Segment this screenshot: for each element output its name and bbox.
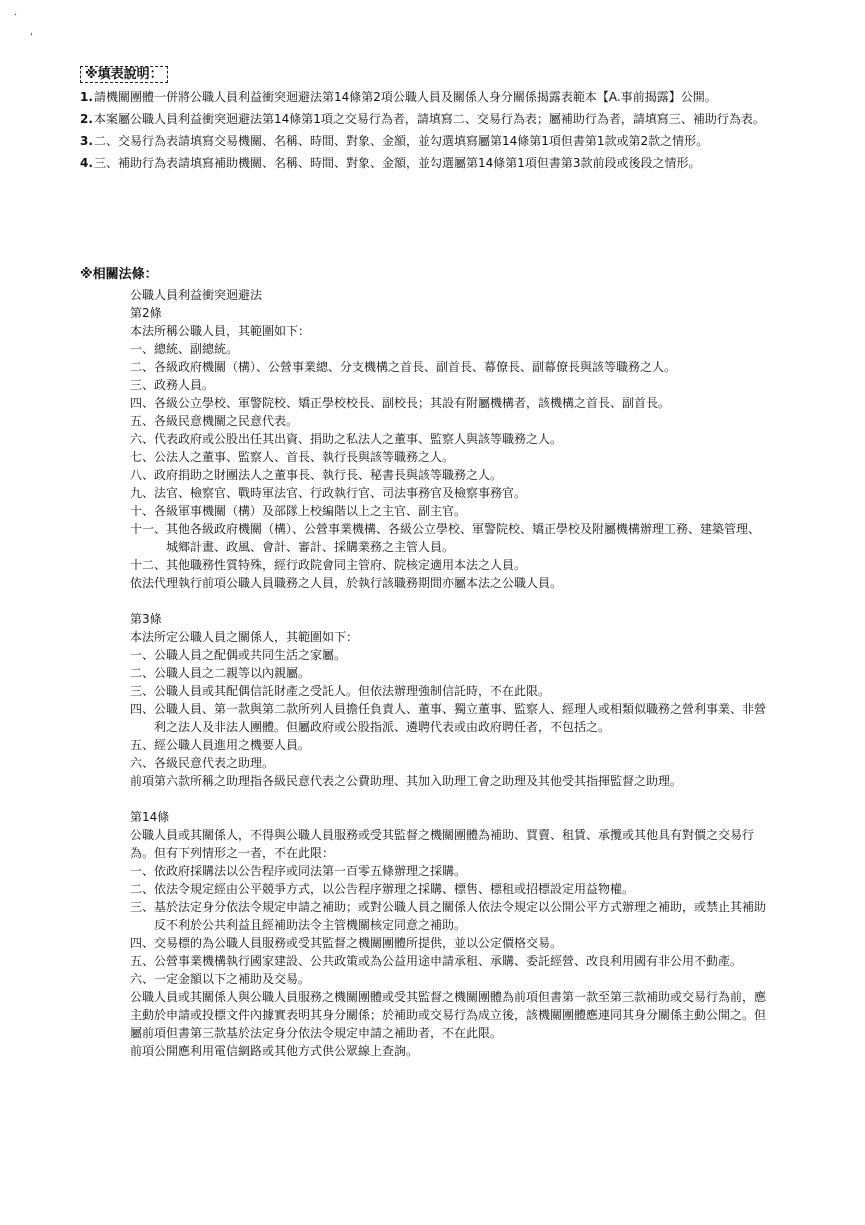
list-item: 六、 代表政府或公股出任其出資、捐助之私法人之董事、監察人與該等職務之人。 (130, 432, 563, 446)
instruction-item: 3. 二、交易行為表請填寫交易機關、名稱、時間、對象、金額，並勾選填寫屬第14條第1項但書第1款或第2款之情形。 (80, 134, 709, 148)
list-item: 十、 各級軍事機關（構）及部隊上校編階以上之主官、副主官。 (130, 504, 467, 518)
laws-heading: ※相關法條： (80, 267, 158, 282)
article-closing: 公職人員或其關係人與公職人員服務之機關團體或受其監督之機關團體為前項但書第一款至第三款補助或交易行為前，應主動於申請或投標文件內據實表明其身分關係；於補助或交易行為成立後，該機關團體應連同其身分關係主動公開之。但屬前項但書第三款基於法定身分依法令規定申請之補助者，不在此限。 (130, 990, 767, 1040)
list-item: 四、 公職人員、第一款與第二款所列人員擔任負責人、董事、獨立董事、監察人、經理人或相類似職務之營利事業、非營利之法人及非法人團體。但屬政府或公股指派、遴聘代表或由政府聘任者，不包括之。 (130, 702, 767, 734)
scan-speck: ˌ (30, 26, 33, 37)
scan-speck: · (14, 10, 18, 21)
list-item: 五、 經公職人員進用之機要人員。 (130, 738, 311, 752)
laws-body (130, 286, 770, 1060)
law-name: 公職人員利益衝突迴避法 (130, 288, 263, 302)
list-item: 七、 公法人之董事、監察人、首長、執行長與該等職務之人。 (130, 450, 455, 464)
article-title: 第3條 (130, 612, 162, 626)
list-item: 五、 公營事業機構執行國家建設、公共政策或為公益用途申請承租、承購、委託經營、改良利用國有非公用不動產。 (130, 954, 743, 968)
list-item: 四、 各級公立學校、軍警院校、矯正學校校長、副校長；其設有附屬機構者，該機構之首長、副首長。 (130, 396, 671, 410)
instruction-item: 1. 請機關團體一併將公職人員利益衝突迴避法第14條第2項公職人員及關係人身分關係揭露表範本【A.事前揭露】公開。 (80, 90, 717, 104)
list-item: 一、 總統、副總統。 (130, 342, 239, 356)
article-intro: 公職人員或其關係人，不得與公職人員服務或受其監督之機關團體為補助、買賣、租賃、承攬或其他具有對價之交易行為。但有下列情形之一者，不在此限： (130, 828, 755, 860)
article-closing: 前項第六款所稱之助理指各級民意代表之公費助理、其加入助理工會之助理及其他受其指揮監督之助理。 (130, 774, 683, 788)
list-item: 二、 公職人員之二親等以內親屬。 (130, 666, 311, 680)
list-item: 一、 公職人員之配偶或共同生活之家屬。 (130, 648, 347, 662)
list-item: 六、 一定金額以下之補助及交易。 (130, 972, 311, 986)
list-item: 三、 政務人員。 (130, 378, 215, 392)
list-item: 二、 各級政府機關（構）、公營事業總、分支機構之首長、副首長、幕僚長、副幕僚長與該等職務之人。 (130, 360, 677, 374)
list-item: 八、 政府捐助之財團法人之董事長、執行長、秘書長與該等職務之人。 (130, 468, 503, 482)
list-item: 六、 各級民意代表之助理。 (130, 756, 275, 770)
article-title: 第14條 (130, 810, 170, 824)
list-item: 三、 基於法定身分依法令規定申請之補助；或對公職人員之關係人依法令規定以公開公平方式辦理之補助，或禁止其補助反不利於公共利益且經補助法令主管機關核定同意之補助。 (130, 900, 767, 932)
list-item: 十二、 其他職務性質特殊，經行政院會同主管府、院核定適用本法之人員。 (130, 558, 527, 572)
list-item: 一、 依政府採購法以公告程序或同法第一百零五條辦理之採購。 (130, 864, 467, 878)
list-item: 九、 法官、檢察官、戰時軍法官、行政執行官、司法事務官及檢察事務官。 (130, 486, 527, 500)
article-intro: 本法所定公職人員之關係人，其範圍如下： (130, 630, 359, 644)
article-intro: 本法所稱公職人員，其範圍如下： (130, 324, 311, 338)
list-item: 五、 各級民意機關之民意代表。 (130, 414, 299, 428)
instructions-list (80, 88, 820, 176)
instruction-item: 4. 三、補助行為表請填寫補助機關、名稱、時間、對象、金額，並勾選屬第14條第1項但書第3款前段或後段之情形。 (80, 156, 701, 170)
article-title: 第2條 (130, 306, 162, 320)
article-closing-2: 前項公開應利用電信網路或其他方式供公眾線上查詢。 (130, 1044, 419, 1058)
list-item: 二、 依法令規定經由公平競爭方式，以公告程序辦理之採購、標售、標租或招標設定用益物權。 (130, 882, 635, 896)
article-closing: 依法代理執行前項公職人員職務之人員，於執行該職務期間亦屬本法之公職人員。 (130, 576, 563, 590)
instruction-item: 2. 本案屬公職人員利益衝突迴避法第14條第1項之交易行為者，請填寫二、交易行為表；屬補助行為者，請填寫三、補助行為表。 (80, 112, 765, 126)
list-item: 三、 公職人員或其配偶信託財產之受託人。但依法辦理強制信託時，不在此限。 (130, 684, 551, 698)
list-item: 十一、 其他各級政府機關（構）、公營事業機構、各級公立學校、軍警院校、矯正學校及附屬機構辦理工務、建築管理、城鄉計畫、政風、會計、審計、採購業務之主管人員。 (130, 522, 761, 554)
list-item: 四、 交易標的為公職人員服務或受其監督之機關團體所提供，並以公定價格交易。 (130, 936, 563, 950)
instructions-heading: ※填表說明： (80, 66, 168, 83)
